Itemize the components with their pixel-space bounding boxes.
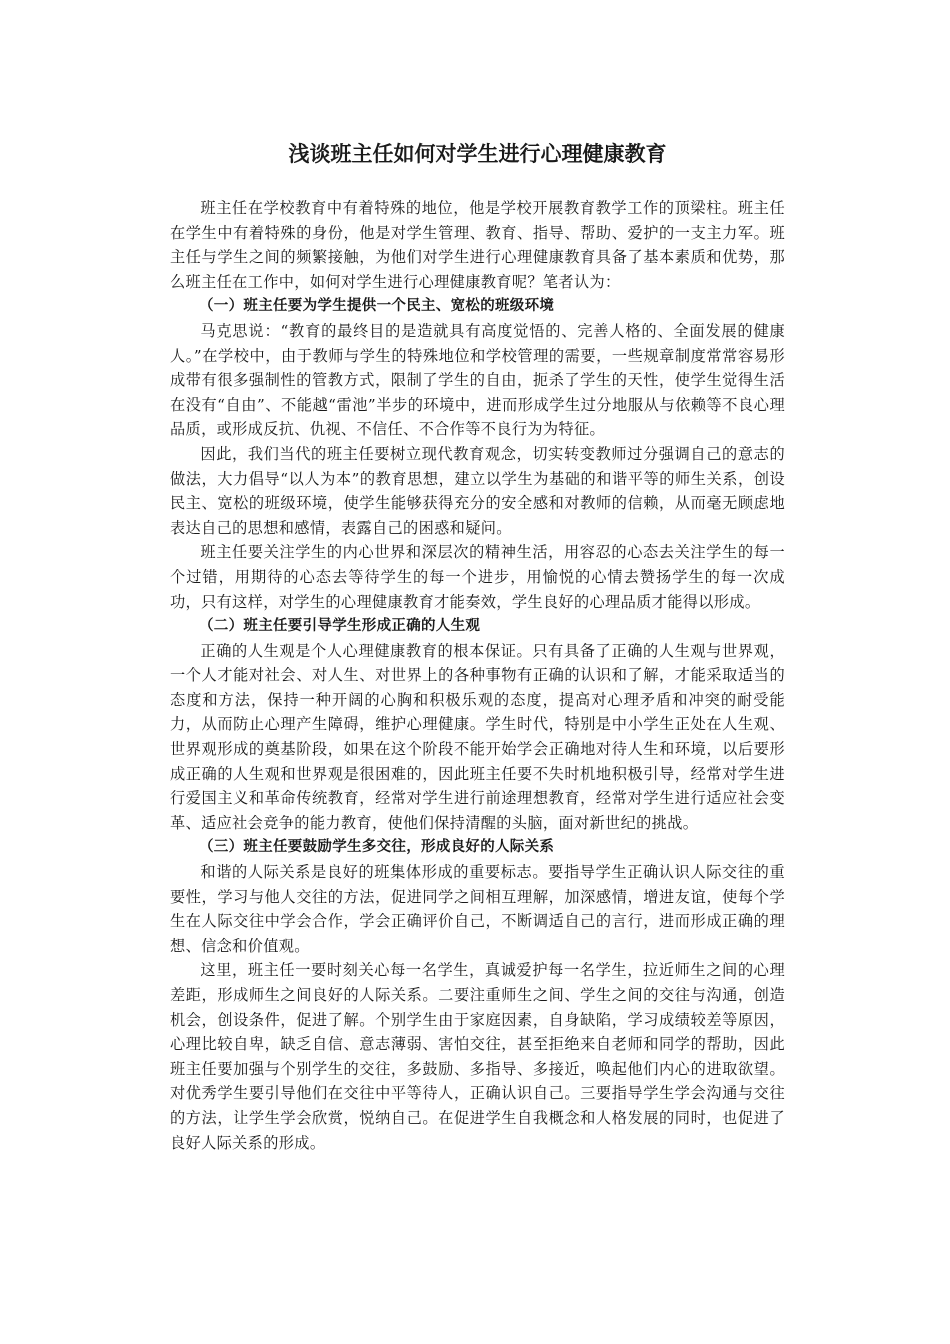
section-3-heading: （三）班主任要鼓励学生多交往，形成良好的人际关系 — [199, 839, 555, 856]
section-2-paragraph-1: 正确的人生观是个人心理健康教育的根本保证。只有具备了正确的人生观与世界观，一个人才能对社会、对人生、对世界上的各种事物有正确的认识和了解，才能采取适当的态度和方法，保持一种开阔的心胸和积极乐观的态度，提高对心理矛盾和冲突的耐受能力，从而防止心理产生障碍，维护心理健康。学生时代，特别是中小学生正处在人生观、世界观形成的奠基阶段，如果在这个阶段不能开始学会正确地对待人生和环境，以后要形成正确的人生观和世界观是很困难的，因此班主任要不失时机地积极引导，经常对学生进行爱国主义和革命传统教育，经常对学生进行前途理想教育，经常对学生进行适应社会变革、适应社会竞争的能力教育，使他们保持清醒的头脑，面对新世纪的挑战。 — [170, 641, 785, 832]
document-title: 浅谈班主任如何对学生进行心理健康教育 — [288, 142, 667, 166]
section-2-heading: （二）班主任要引导学生形成正确的人生观 — [199, 618, 481, 635]
section-3-paragraph-2: 这里，班主任一要时刻关心每一名学生，真诚爱护每一名学生，拉近师生之间的心理差距，形成师生之间良好的人际关系。二要注重师生之间、学生之间的交往与沟通，创造机会，创设条件，促进了解。个别学生由于家庭因素，自身缺陷，学习成绩较差等原因，心理比较自卑，缺乏自信、意志薄弱、害怕交往，甚至拒绝来自老师和同学的帮助，因此班主任要加强与个别学生的交往，多鼓励、多指导、多接近，唤起他们内心的进取欲望。对优秀学生要引导他们在交往中平等待人，正确认识自己。三要指导学生学会沟通与交往的方法，让学生学会欣赏，悦纳自己。在促进学生自我概念和人格发展的同时，也促进了良好人际关系的形成。 — [170, 961, 785, 1152]
section-1-paragraph-3: 班主任要关注学生的内心世界和深层次的精神生活，用容忍的心态去关注学生的每一个过错，用期待的心态去等待学生的每一个进步，用愉悦的心情去赞扬学生的每一次成功，只有这样，对学生的心理健康教育才能奏效，学生良好的心理品质才能得以形成。 — [170, 543, 785, 611]
intro-paragraph: 班主任在学校教育中有着特殊的地位，他是学校开展教育教学工作的顶梁柱。班主任在学生中有着特殊的身份，他是对学生管理、教育、指导、帮助、爱护的一支主力军。班主任与学生之间的频繁接触，为他们对学生进行心理健康教育具备了基本素质和优势，那么班主任在工作中，如何对学生进行心理健康教育呢？笔者认为： — [170, 199, 785, 291]
section-3-paragraph-1: 和谐的人际关系是良好的班集体形成的重要标志。要指导学生正确认识人际交往的重要性，学习与他人交往的方法，促进同学之间相互理解，加深感情，增进友谊，使每个学生在人际交往中学会合作，学会正确评价自己，不断调适自己的言行，进而形成正确的理想、信念和价值观。 — [170, 863, 785, 955]
section-1-paragraph-2: 因此，我们当代的班主任要树立现代教育观念，切实转变教师过分强调自己的意志的做法，大力倡导“以人为本”的教育思想，建立以学生为基础的和谐平等的师生关系，创设民主、宽松的班级环境，使学生能够获得充分的安全感和对教师的信赖，从而毫无顾虑地表达自己的思想和感情，表露自己的困惑和疑问。 — [170, 444, 785, 537]
section-1-heading: （一）班主任要为学生提供一个民主、宽松的班级环境 — [199, 298, 555, 315]
section-1-paragraph-1: 马克思说：“教育的最终目的是造就具有高度觉悟的、完善人格的、全面发展的健康人。”在学校中，由于教师与学生的特殊地位和学校管理的需要，一些规章制度常常容易形成带有很多强制性的管教方式，限制了学生的自由，扼杀了学生的天性，使学生觉得生活在没有“自由”、不能越“雷池”半步的环境中，进而形成学生过分地服从与依赖等不良心理品质，或形成反抗、仇视、不信任、不合作等不良行为为特征。 — [170, 321, 785, 439]
document-body — [170, 196, 785, 1155]
